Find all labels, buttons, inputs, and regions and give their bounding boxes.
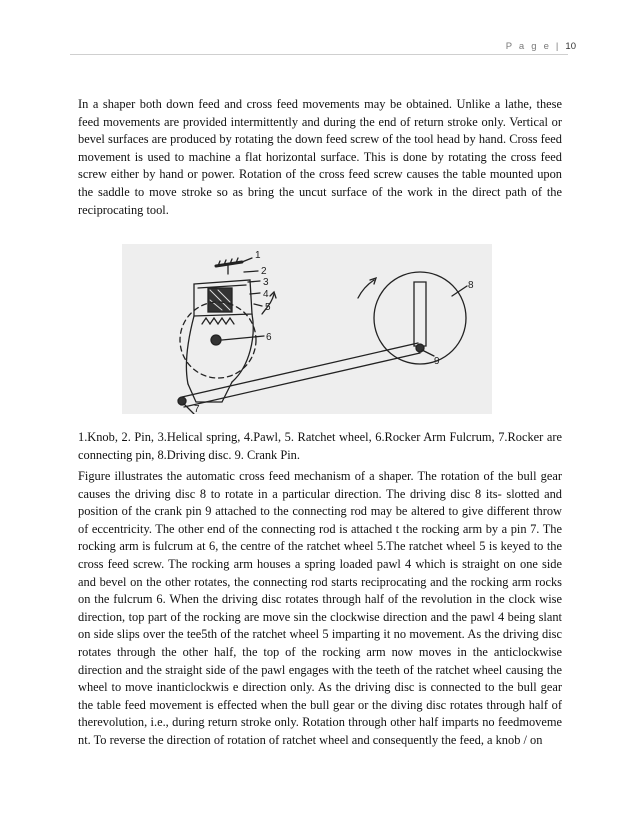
figure-label-7: 7 bbox=[194, 404, 200, 414]
figure-label-6: 6 bbox=[266, 332, 272, 343]
figure-label-2: 2 bbox=[261, 266, 267, 277]
cross-feed-mechanism-figure bbox=[122, 244, 492, 414]
figure-caption: 1.Knob, 2. Pin, 3.Helical spring, 4.Pawl, 5. Ratchet wheel, 6.Rocker Arm Fulcrum, 7.Rocker are connecting pin, 8.Driving disc. 9. Crank Pin. bbox=[78, 430, 562, 462]
figure-label-5: 5 bbox=[265, 302, 271, 313]
figure-label-3: 3 bbox=[263, 277, 269, 288]
figure-label-4: 4 bbox=[263, 289, 269, 300]
page-header bbox=[506, 41, 576, 52]
mechanism-diagram bbox=[122, 244, 492, 414]
header-divider bbox=[70, 54, 568, 55]
figure-label-9: 9 bbox=[434, 356, 440, 367]
page-number: 10 bbox=[565, 41, 576, 52]
intro-paragraph: In a shaper both down feed and cross feed movements may be obtained. Unlike a lathe, these feed movements are provided intermittently and during the end of return stroke only. Vertical or bevel surfaces are produced by rotating the down feed screw of the tool head by hand. Cross feed movement is used to machine a flat horizontal surface. This is done by rotating the cross feed screw either by hand or power. Rotation of the cross feed screw causes the table mounted upon the saddle to move stroke so as bring the uncut surface of the work in the direct path of the reciprocating tool. bbox=[78, 97, 562, 217]
figure-label-8: 8 bbox=[468, 280, 474, 291]
page-label: P a g e bbox=[505, 41, 552, 52]
body-paragraph: Figure illustrates the automatic cross feed mechanism of a shaper. The rotation of the bull gear causes the driving disc 8 to rotate in a particular direction. The driving disc 8 its- slotted and position of the crank pin 9 attached to the connecting rod may be altered to give different throw of eccentricity. The other end of the connecting rod is attached t the rocking arm by a pin 7. The rocking arm is fulcrum at 6, the centre of the ratchet wheel 5.The ratchet wheel 5 is keyed to the cross feed screw. The rocking arm houses a spring loaded pawl 4 which is straight on one side and bevel on the other rotates, the connecting rod starts reciprocating and the rocking arm rocks on the fulcrum 6. When the driving disc rotates through half of the revolution in the clock wise direction, top part of the rocking are move sin the clockwise direction and the pawl 4 being slant on side slips over the tee5th of the ratchet wheel 5 imparting it no movement. As the driving disc rotates through the other half, the top of the rocking arm now moves in the anticlockwise direction and the straight side of the pawl engages with the teeth of the ratchet wheel causing the wheel to move inanticlockwis e direction only. As the driving disc is connected to the bull gear the table feed movement is effected when the bull gear or the diving disc rotates through half of therevolution, i.e., during return stroke only. Rotation through other half imparts no feedmoveme nt. To reverse the direction of rotation of ratchet wheel and consequently the feed, a knob / on bbox=[78, 469, 562, 747]
figure-label-1: 1 bbox=[255, 250, 261, 261]
page-separator: | bbox=[555, 41, 561, 52]
